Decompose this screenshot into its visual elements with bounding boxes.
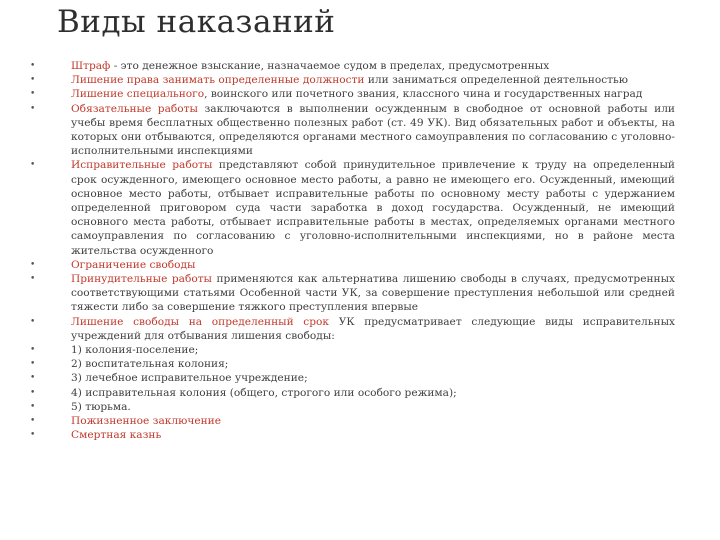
item-highlight: Лишение права занимать определенные должности [71,74,365,87]
item-highlight: Смертная казнь [71,429,162,442]
list-item [30,400,675,414]
item-highlight: Лишение специального [71,88,205,101]
item-text: УК предусматривает следующие виды исправительных учреждений для отбывания лишения свободы: [71,315,675,342]
list-item [30,386,675,400]
list-item [30,315,675,343]
item-text: , воинского или почетного звания, классного чина и государственных наград [204,88,643,101]
item-highlight: Пожизненное заключение [71,415,221,428]
item-highlight: Обязательные работы [71,102,198,115]
list-item [30,102,675,159]
bullet-icon: • [30,373,36,384]
item-highlight: Исправительные работы [71,159,213,172]
list-item [30,428,675,442]
list-item [30,357,675,371]
list-item [30,272,675,315]
punishment-list [30,59,675,442]
bullet-icon: • [30,274,36,285]
item-highlight: Ограничение свободы [71,258,196,271]
item-highlight: Принудительные работы [71,273,212,286]
bullet-icon: • [30,430,36,441]
item-text: 2) воспитательная колония; [71,358,229,371]
slide-title: Виды наказаний [57,4,336,40]
list-item [30,371,675,385]
list-item [30,59,675,73]
list-item [30,258,675,272]
bullet-icon: • [30,416,36,427]
item-text: применяются как альтернатива лишению свободы в случаях, предусмотренных соответствующими статьями Особенной части УК, за совершение преступления небольшой или средней тяжести либо за совершение тяжкого преступления впервые [71,273,675,314]
item-text: 4) исправительная колония (общего, строгого или особого режима); [71,386,457,399]
bullet-icon: • [30,259,36,270]
item-text: 1) колония-поселение; [71,344,199,357]
list-item [30,87,675,101]
bullet-icon: • [30,103,36,114]
item-text: 5) тюрьма. [71,400,131,413]
bullet-icon: • [30,160,36,171]
bullet-icon: • [30,359,36,370]
list-item [30,343,675,357]
bullet-icon: • [30,89,36,100]
bullet-icon: • [30,316,36,327]
bullet-icon: • [30,75,36,86]
item-text: или заниматься определенной деятельностью [364,74,629,87]
item-text: заключаются в выполнении осужденным в свободное от основной работы или учебы время бесплатных общественно полезных работ (ст. 49 УК). Вид обязательных работ и объекты, на которых они отбываются, определяются органами местного самоуправления по согласованию с уголовно-исполнительными инспекциями [71,102,675,158]
bullet-icon: • [30,387,36,398]
item-text: - это денежное взыскание, назначаемое судом в пределах, предусмотренных [110,60,550,72]
item-text: представляют собой принудительное привлечение к труду на определенный срок осужденного, имеющего основное место работы, а равно не имеющего его. Осужденный, имеющий основное место работы, отбывает исправительные работы по основному месту работы с удержанием определенной приговором суда части заработка в доход государства. Осужденный, не имеющий основного места работы, отбывает исправительные работы в местах, определяемых органами местного самоуправления по согласованию с уголовно-исполнительными инспекциями, но в районе места жительства осужденного [71,159,675,257]
list-item [30,414,675,428]
list-item [30,158,675,257]
bullet-icon: • [30,61,36,71]
list-item [30,73,675,87]
item-highlight: Лишение свободы на определенный срок [71,315,330,328]
item-highlight: Штраф [71,60,111,72]
item-text: 3) лечебное исправительное учреждение; [71,372,308,385]
bullet-icon: • [30,345,36,356]
bullet-icon: • [30,401,36,412]
